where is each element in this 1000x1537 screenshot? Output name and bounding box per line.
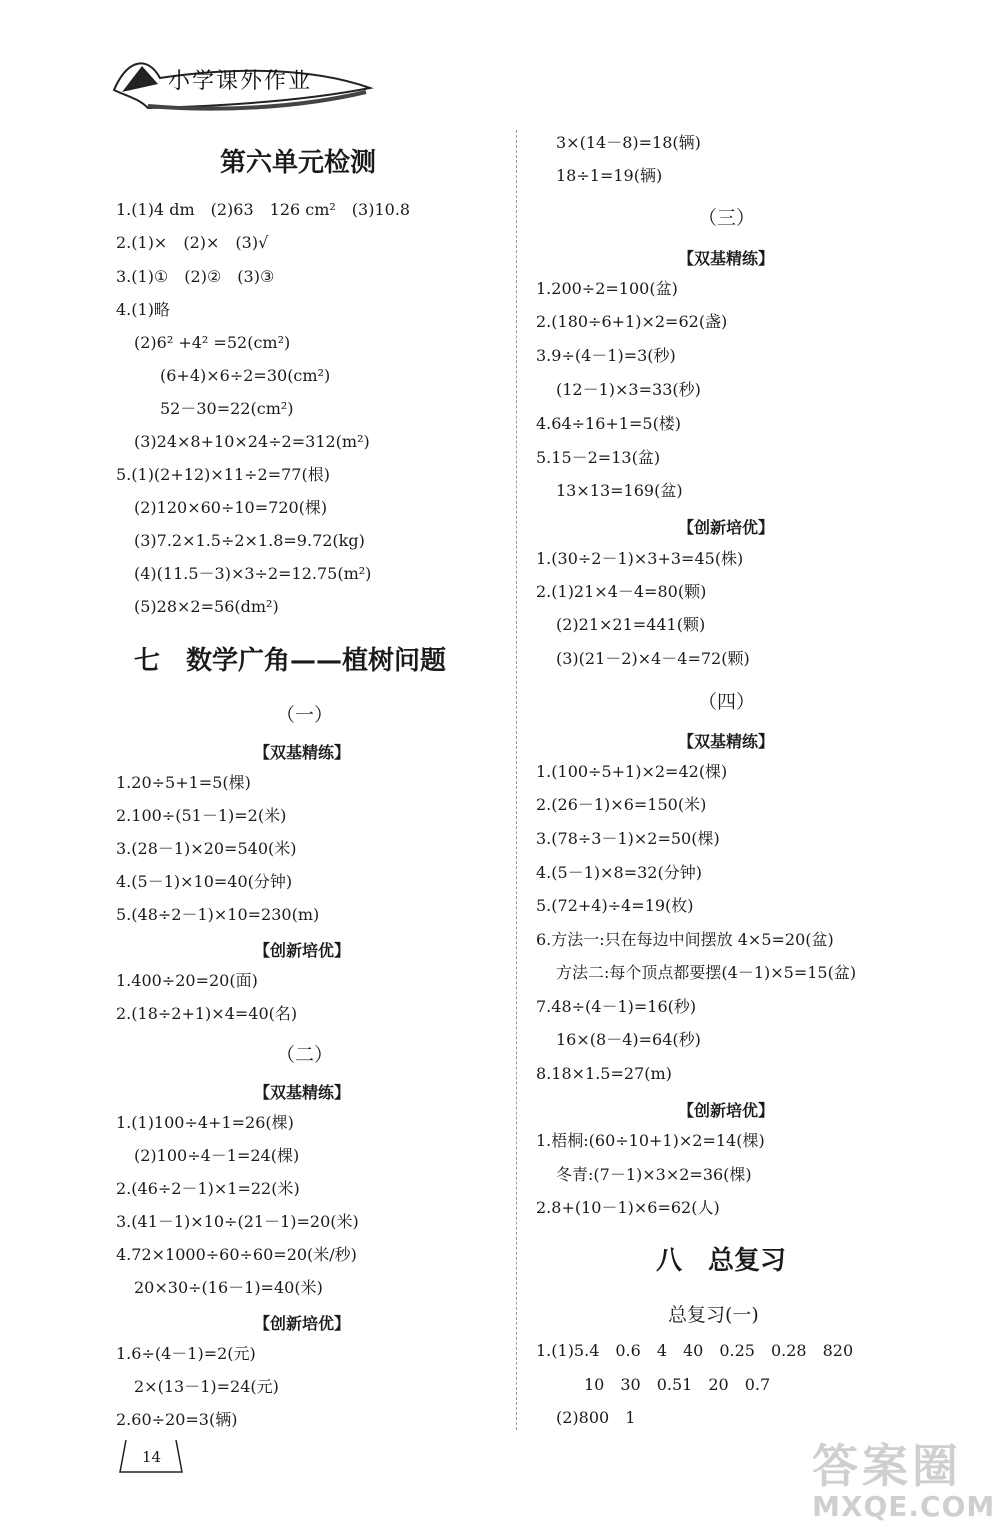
- section-tag: 【双基精练】: [254, 1083, 351, 1102]
- answer-line: 2.(1)× (2)× (3)√: [116, 233, 269, 252]
- answer-line: 7.48÷(4－1)=16(秒): [536, 997, 697, 1016]
- section-tag: 【创新培优】: [678, 1101, 775, 1120]
- answer-line: 1.(30÷2－1)×3+3=45(株): [536, 549, 744, 568]
- watermark-line1: 答案圈: [812, 1439, 962, 1493]
- answer-line: 1.(1)4 dm (2)63 126 cm² (3)10.8: [116, 200, 411, 219]
- answer-line: 4.64÷16+1=5(楼): [536, 414, 682, 433]
- answer-line: 方法二:每个顶点都要摆(4－1)×5=15(盆): [556, 963, 857, 982]
- answer-line: 冬青:(7－1)×3×2=36(棵): [556, 1165, 752, 1184]
- answer-line: 1.(1)5.4 0.6 4 40 0.25 0.28 820: [536, 1341, 854, 1360]
- answer-line: 2.(180÷6+1)×2=62(盏): [536, 312, 728, 331]
- answer-line: 5.15－2=13(盆): [536, 448, 661, 467]
- answer-line: 5.(48÷2－1)×10=230(m): [116, 905, 320, 924]
- watermark-line2: MXQE.COM: [812, 1490, 996, 1523]
- answer-line: (2)120×60÷10=720(棵): [134, 498, 328, 517]
- answer-line: 3.9÷(4－1)=3(秒): [536, 346, 676, 365]
- answer-line: (2)800 1: [556, 1408, 636, 1427]
- section-tag: 【双基精练】: [678, 732, 775, 751]
- answer-line: 1.400÷20=20(面): [116, 971, 258, 990]
- answer-line: 2.60÷20=3(辆): [116, 1410, 238, 1429]
- answer-line: (2)6² +4² =52(cm²): [134, 333, 291, 352]
- answer-line: (6+4)×6÷2=30(cm²): [160, 366, 331, 385]
- answer-line: 2.(1)21×4－4=80(颗): [536, 582, 707, 601]
- answer-line: 5.(1)(2+12)×11÷2=77(根): [116, 465, 330, 484]
- watermark: [812, 1430, 995, 1523]
- section-tag: 【创新培优】: [678, 518, 775, 537]
- answer-line: 6.方法一:只在每边中间摆放 4×5=20(盆): [536, 930, 834, 949]
- page-number: 14: [142, 1448, 162, 1466]
- answer-line: 1.(1)100÷4+1=26(棵): [116, 1113, 294, 1132]
- book-title: 小学课外作业: [168, 69, 313, 94]
- answer-line: 2.100÷(51－1)=2(米): [116, 806, 287, 825]
- answer-line: (5)28×2=56(dm²): [134, 597, 279, 616]
- answer-line: 10 30 0.51 20 0.7: [584, 1375, 771, 1394]
- section-tag: 【双基精练】: [254, 743, 351, 762]
- section-title: （四）: [698, 691, 756, 713]
- section-title: （二）: [276, 1044, 334, 1066]
- answer-line: 4.(5－1)×10=40(分钟): [116, 872, 293, 891]
- answer-line: 1.200÷2=100(盆): [536, 279, 678, 298]
- answer-line: 4.(1)略: [116, 300, 170, 319]
- answer-line: (3)24×8+10×24÷2=312(m²): [134, 432, 370, 451]
- answer-line: 2.8+(10－1)×6=62(人): [536, 1198, 720, 1217]
- answer-line: 1.(100÷5+1)×2=42(棵): [536, 762, 728, 781]
- section-tag: 【创新培优】: [254, 1314, 351, 1333]
- column-divider: [516, 130, 517, 1430]
- answer-line: 3.(41－1)×10÷(21－1)=20(米): [116, 1212, 359, 1231]
- answer-line: 2×(13－1)=24(元): [134, 1377, 279, 1396]
- answer-line: 3.(78÷3－1)×2=50(棵): [536, 829, 720, 848]
- answer-line: 1.梧桐:(60÷10+1)×2=14(棵): [536, 1131, 765, 1150]
- unit7-title: 七 数学广角——植树问题: [134, 646, 447, 676]
- section-tag: 【双基精练】: [678, 249, 775, 268]
- answer-line: 52－30=22(cm²): [160, 399, 294, 418]
- section-title: （三）: [698, 207, 756, 229]
- section-title: 总复习(一): [668, 1304, 759, 1326]
- answer-line: 3.(1)① (2)② (3)③: [116, 267, 275, 286]
- answer-line: 20×30÷(16－1)=40(米): [134, 1278, 323, 1297]
- answer-line: 3.(28－1)×20=540(米): [116, 839, 297, 858]
- answer-line: 2.(46÷2－1)×1=22(米): [116, 1179, 300, 1198]
- answer-line: 3×(14－8)=18(辆): [556, 133, 701, 152]
- answer-line: 13×13=169(盆): [556, 481, 683, 500]
- unit6-title: 第六单元检测: [220, 148, 377, 178]
- section-tag: 【创新培优】: [254, 941, 351, 960]
- answer-line: (4)(11.5－3)×3÷2=12.75(m²): [134, 564, 372, 583]
- answer-line: 2.(26－1)×6=150(米): [536, 795, 707, 814]
- answer-line: 8.18×1.5=27(m): [536, 1064, 672, 1083]
- answer-line: 4.(5－1)×8=32(分钟): [536, 863, 702, 882]
- answer-line: (2)100÷4－1=24(棵): [134, 1146, 300, 1165]
- answer-line: (3)(21－2)×4－4=72(颗): [556, 649, 750, 668]
- answer-line: 18÷1=19(辆): [556, 166, 663, 185]
- answer-line: (12－1)×3=33(秒): [556, 380, 701, 399]
- answer-line: 1.20÷5+1=5(棵): [116, 773, 251, 792]
- answer-line: 5.(72+4)÷4=19(枚): [536, 896, 694, 915]
- answer-line: 1.6÷(4－1)=2(元): [116, 1344, 256, 1363]
- answer-line: 16×(8－4)=64(秒): [556, 1030, 701, 1049]
- answer-line: 2.(18÷2+1)×4=40(名): [116, 1004, 298, 1023]
- answer-line: 4.72×1000÷60÷60=20(米/秒): [116, 1245, 357, 1264]
- book-header: [108, 48, 378, 118]
- unit8-title: 八 总复习: [656, 1246, 787, 1276]
- answer-line: (2)21×21=441(颗): [556, 615, 706, 634]
- section-title: （一）: [276, 704, 334, 726]
- answer-line: (3)7.2×1.5÷2×1.8=9.72(kg): [134, 531, 365, 550]
